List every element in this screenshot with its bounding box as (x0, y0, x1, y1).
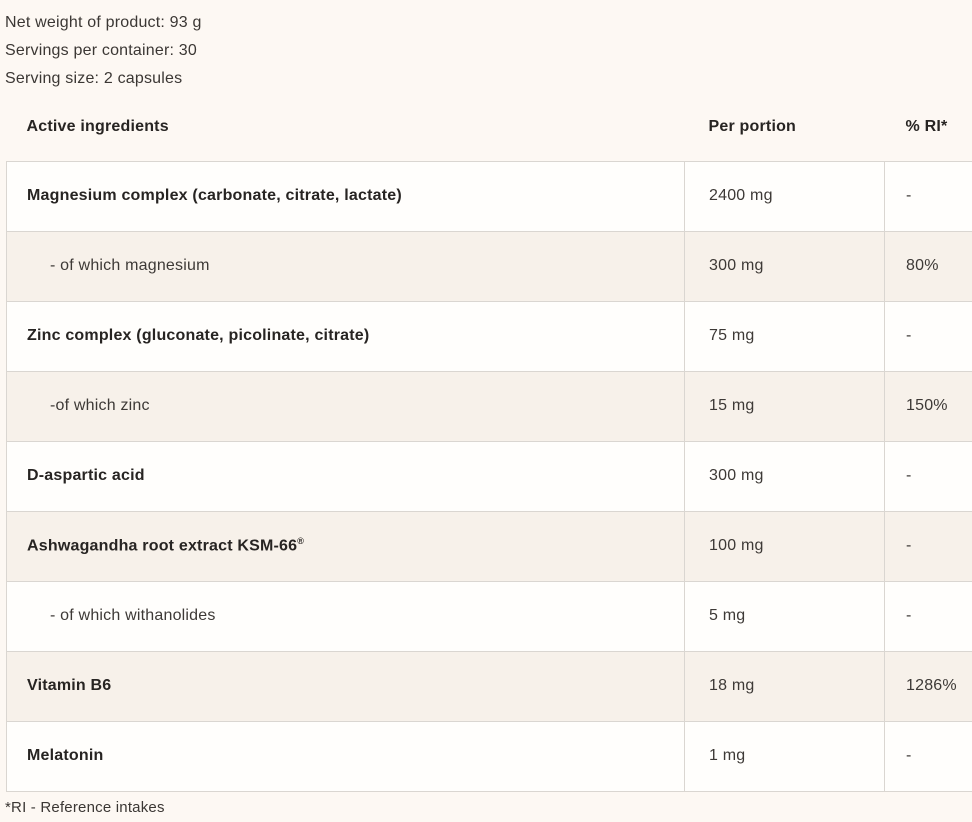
ri-percent-value-cell: - (885, 161, 972, 231)
product-info-block (0, 0, 972, 93)
ri-percent-value-cell: 80% (885, 231, 972, 301)
column-header-percent-ri: % RI* (905, 117, 948, 135)
table-row (7, 371, 972, 441)
table-row (7, 721, 972, 791)
ri-percent-value-cell: - (885, 721, 972, 791)
ingredient-name-cell: -of which zinc (7, 371, 685, 441)
ri-percent-value-cell: - (885, 301, 972, 371)
column-header-per-portion: Per portion (708, 117, 797, 135)
column-header-active-ingredients: Active ingredients (26, 117, 169, 135)
per-portion-value-cell: 300 mg (685, 231, 885, 301)
ri-percent-value-cell: - (885, 581, 972, 651)
table-header-row (7, 93, 972, 161)
table-row (7, 441, 972, 511)
per-portion-value-cell: 15 mg (685, 371, 885, 441)
per-portion-value-cell: 2400 mg (685, 161, 885, 231)
servings-per-container-text: Servings per container: 30 (5, 42, 197, 59)
per-portion-value-cell: 300 mg (685, 441, 885, 511)
ingredient-name-cell: - of which withanolides (7, 581, 685, 651)
registered-trademark-symbol: ® (297, 536, 304, 547)
table-header (7, 93, 972, 161)
table-row (7, 511, 972, 581)
per-portion-value-cell: 1 mg (685, 721, 885, 791)
table-body (7, 161, 972, 791)
per-portion-value-cell: 18 mg (685, 651, 885, 721)
ingredient-name-cell: Ashwagandha root extract KSM-66® (7, 511, 685, 581)
serving-size-text: Serving size: 2 capsules (5, 70, 183, 87)
active-ingredients-table (6, 93, 972, 792)
ingredient-name-cell: Vitamin B6 (7, 651, 685, 721)
table-row (7, 651, 972, 721)
ingredient-name-cell: Zinc complex (gluconate, picolinate, citrate) (7, 301, 685, 371)
ingredient-name-cell: Melatonin (7, 721, 685, 791)
ingredient-name-cell: - of which magnesium (7, 231, 685, 301)
table-row (7, 581, 972, 651)
ri-percent-value-cell: 150% (885, 371, 972, 441)
ri-percent-value-cell: - (885, 441, 972, 511)
ingredient-name-cell: Magnesium complex (carbonate, citrate, lactate) (7, 161, 685, 231)
ingredient-name-cell: D-aspartic acid (7, 441, 685, 511)
table-row (7, 301, 972, 371)
reference-intakes-footnote: *RI - Reference intakes (5, 798, 165, 816)
ri-percent-value-cell: - (885, 511, 972, 581)
ri-percent-value-cell: 1286% (885, 651, 972, 721)
per-portion-value-cell: 5 mg (685, 581, 885, 651)
table-row (7, 161, 972, 231)
table-row (7, 231, 972, 301)
per-portion-value-cell: 75 mg (685, 301, 885, 371)
per-portion-value-cell: 100 mg (685, 511, 885, 581)
net-weight-text: Net weight of product: 93 g (5, 14, 202, 31)
